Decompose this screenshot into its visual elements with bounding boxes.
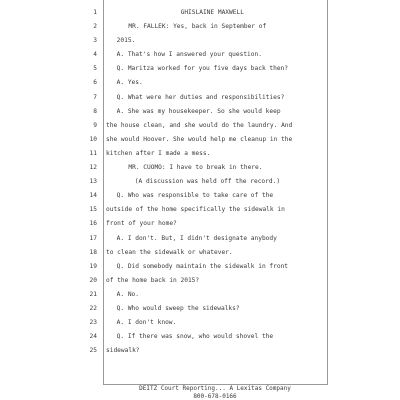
line-text: Q. What were her duties and responsibilities? (116, 93, 285, 101)
line-number: 2 (93, 23, 97, 31)
line-number: 14 (89, 192, 97, 200)
transcript-line (0, 330, 400, 344)
line-number: 23 (89, 319, 97, 327)
line-text: front of your home? (106, 220, 177, 228)
line-text: the house clean, and she would do the laundry. And (106, 121, 293, 129)
line-number: 20 (89, 276, 97, 284)
transcript-line (0, 91, 400, 105)
line-number: 19 (89, 262, 97, 270)
line-number: 11 (89, 149, 97, 157)
transcript-line (0, 133, 400, 147)
transcript-line (0, 260, 400, 274)
line-number: 10 (89, 135, 97, 143)
line-number: 21 (89, 290, 97, 298)
transcript-line (0, 147, 400, 161)
transcript-line (0, 105, 400, 119)
line-text: 2015. (116, 37, 136, 45)
line-number: 5 (93, 65, 97, 73)
line-number: 24 (89, 333, 97, 341)
transcript-line (0, 274, 400, 288)
line-number: 13 (89, 178, 97, 186)
line-number: 15 (89, 206, 97, 214)
line-number: 8 (93, 107, 97, 115)
line-number: 3 (93, 37, 97, 45)
line-text: sidewalk? (106, 347, 140, 355)
footer-company: DEITZ Court Reporting... A Lexitas Company (139, 385, 291, 392)
transcript-line (0, 175, 400, 189)
line-number: 17 (89, 234, 97, 242)
transcript-line (0, 288, 400, 302)
transcript-line (0, 344, 400, 358)
line-number: 7 (93, 93, 97, 101)
transcript-line (0, 34, 400, 48)
line-text: A. She was my housekeeper. So she would keep (116, 107, 281, 115)
transcript-line (0, 203, 400, 217)
line-number: 22 (89, 304, 97, 312)
line-text: Q. Who was responsible to take care of the (116, 192, 274, 200)
line-text: GHISLAINE MAXWELL (180, 9, 244, 16)
transcript-line (0, 316, 400, 330)
line-text: MR. CUOMO: I have to break in there. (128, 164, 263, 172)
line-number: 25 (89, 347, 97, 355)
transcript-line (0, 302, 400, 316)
line-text: (A discussion was held off the record.) (134, 178, 281, 186)
transcript-line (0, 246, 400, 260)
line-number: 9 (93, 121, 97, 129)
transcript-line (0, 76, 400, 90)
page-footer (103, 385, 327, 400)
line-text: Q. Did somebody maintain the sidewalk in front (116, 262, 289, 270)
line-text: MR. FALLEK: Yes, back in September of (128, 23, 267, 31)
line-number: 12 (89, 164, 97, 172)
transcript-line (0, 189, 400, 203)
line-text: kitchen after I made a mess. (106, 149, 211, 157)
line-text: Q. If there was snow, who would shovel the (116, 333, 274, 341)
line-text: Q. Maritza worked for you five days back then? (116, 65, 289, 73)
line-text: Q. Who would sweep the sidewalks? (116, 304, 240, 312)
line-number: 4 (93, 51, 97, 59)
transcript-line (0, 217, 400, 231)
line-text: she would Hoover. She would help me cleanup in the (106, 135, 293, 143)
line-number: 1 (93, 9, 97, 16)
transcript-line (0, 48, 400, 62)
transcript-line (0, 161, 400, 175)
line-number: 16 (89, 220, 97, 228)
line-text: A. Yes. (116, 79, 143, 87)
transcript-line (0, 119, 400, 133)
line-text: A. No. (116, 290, 140, 298)
transcript-line (0, 6, 400, 20)
transcript-lines (0, 6, 400, 358)
transcript-line (0, 62, 400, 76)
line-text: A. That's how I answered your question. (116, 51, 262, 59)
line-text: to clean the sidewalk or whatever. (106, 248, 233, 256)
line-text: A. I don't. But, I didn't designate anybody (116, 234, 277, 242)
line-text: outside of the home specifically the sidewalk in (106, 206, 285, 214)
line-text: A. I don't know. (116, 319, 177, 327)
transcript-line (0, 232, 400, 246)
line-number: 6 (93, 79, 97, 87)
transcript-line (0, 20, 400, 34)
footer-phone: 800-678-0166 (193, 392, 237, 400)
line-number: 18 (89, 248, 97, 256)
line-text: of the home back in 2015? (106, 276, 200, 284)
